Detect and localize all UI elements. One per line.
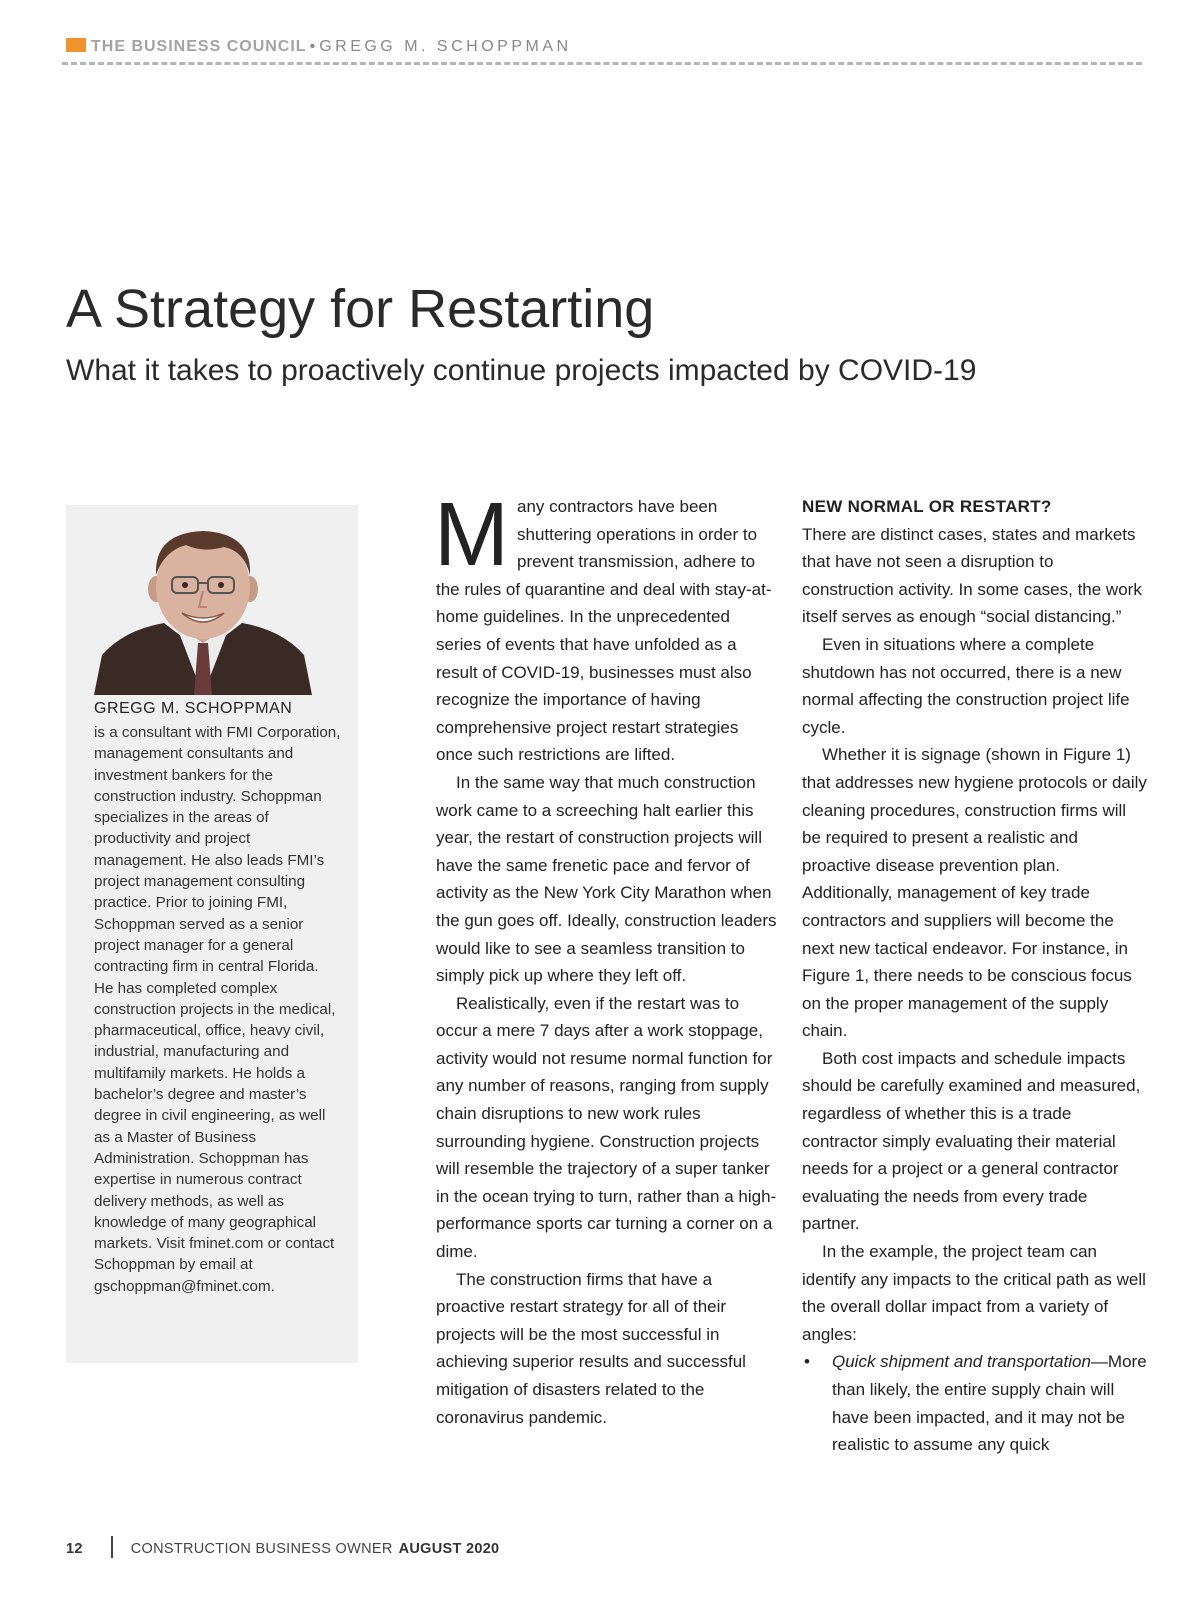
- author-portrait: [94, 525, 312, 695]
- section-heading: NEW NORMAL OR RESTART?: [802, 497, 1052, 516]
- page-subtitle: What it takes to proactively continue projects impacted by COVID-19: [66, 354, 977, 387]
- publication-name: CONSTRUCTION BUSINESS OWNER: [130, 1541, 393, 1557]
- section-label: THE BUSINESS COUNCIL: [91, 38, 307, 55]
- bullet-dash: —: [1090, 1352, 1108, 1372]
- bio-name: GREGG M. SCHOPPMAN: [94, 700, 293, 717]
- bio-text: is a consultant with FMI Corporation, management consultants and investment bankers for the construction industry. Schoppman specializes in the areas of productivity and project management. He also leads FMI’s project management consulting practice. Prior to joining FMI, Schoppman served as a senior project manager for a general contracting firm in central Florida. He has completed complex construction projects in the medical, pharmaceutical, office, heavy civil, industrial, manufacturing and multifamily markets. He holds a bachelor’s degree and master’s degree in civil engineering, as well as a Master of Business Administration. Schoppman has expertise in numerous contract delivery methods, as well as knowledge of many geographical markets. Visit fminet.com or contact Schoppman by email at gschoppman@fminet.com.: [94, 724, 341, 1295]
- bullet-text: More than likely, the entire supply chain will have been impacted, and it may not be realistic to assume any quick: [832, 1352, 1147, 1455]
- header-separator: •: [309, 38, 317, 55]
- header-divider: [62, 62, 1142, 65]
- footer-divider: [111, 1536, 113, 1558]
- running-header: [66, 38, 572, 56]
- bullet-title: Quick shipment and transportation: [832, 1352, 1091, 1372]
- author-bio-box: [66, 505, 358, 1363]
- drop-cap: M: [434, 485, 509, 585]
- paragraph-text: any contractors have been shuttering operations in order to prevent transmission, adhere to the rules of quarantine and deal with stay-at-home guidelines. In the unprecedented series of events that have unfolded as a result of COVID-19, businesses must also recognize the importance of having comprehensive project restart strategies once such restrictions are lifted.: [436, 497, 772, 765]
- paragraph: In the example, the project team can identify any impacts to the critical path as well the overall dollar impact from a variety of angles:: [802, 1242, 1146, 1344]
- paragraph: Realistically, even if the restart was to occur a mere 7 days after a work stoppage, activity would not resume normal function for any number of reasons, ranging from supply chain disruptions to new work rules surrounding hygiene. Construction projects will resemble the trajectory of a super tanker in the ocean trying to turn, rather than a high-performance sports car turning a corner on a dime.: [436, 993, 777, 1262]
- page-number: 12: [66, 1541, 83, 1557]
- body-column-left: [434, 485, 778, 1431]
- paragraph: In the same way that much construction work came to a screeching halt earlier this year, the restart of construction projects will have the same frenetic pace and fervor of activity as the New York City Marathon when the gun goes off. Ideally, construction leaders would like to see a seamless transition to simply pick up where they left off.: [436, 772, 777, 986]
- paragraph: There are distinct cases, states and markets that have not seen a disruption to construction activity. In some cases, the work itself serves as enough “social distancing.”: [802, 524, 1142, 627]
- issue-date: AUGUST 2020: [398, 1541, 500, 1557]
- paragraph: Whether it is signage (shown in Figure 1) that addresses new hygiene protocols or daily cleaning procedures, construction firms will be required to present a realistic and proactive disease prevention plan. Additionally, management of key trade contractors and suppliers will become the next new tactical endeavor. For instance, in Figure 1, there needs to be conscious focus on the proper management of the supply chain.: [802, 745, 1147, 1041]
- header-author: GREGG M. SCHOPPMAN: [319, 38, 572, 55]
- page-title: A Strategy for Restarting: [66, 279, 655, 339]
- paragraph: Even in situations where a complete shutdown has not occurred, there is a new normal affecting the construction project life cycle.: [802, 634, 1130, 737]
- paragraph: The construction firms that have a proactive restart strategy for all of their projects will be the most successful in achieving superior results and successful mitigation of disasters related to the coronavirus pandemic.: [436, 1269, 746, 1427]
- bullet-icon: •: [804, 1352, 810, 1372]
- orange-square-icon: [66, 38, 86, 52]
- bullet-item: [802, 1348, 1148, 1458]
- paragraph: [434, 485, 778, 769]
- body-column-right: [802, 493, 1148, 1459]
- paragraph: Both cost impacts and schedule impacts should be carefully examined and measured, regardless of whether this is a trade contractor simply evaluating their material needs for a project or a general contractor evaluating the needs from every trade partner.: [802, 1048, 1141, 1234]
- page-footer: [66, 1536, 499, 1558]
